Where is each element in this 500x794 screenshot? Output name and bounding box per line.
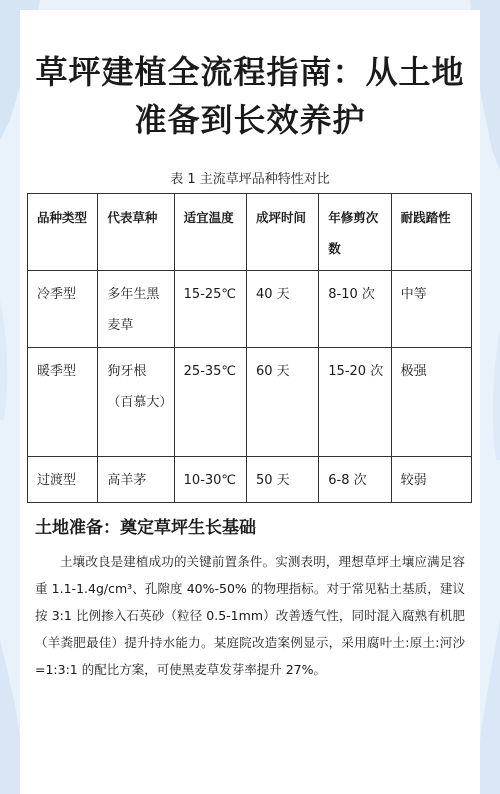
section-heading: 土地准备：奠定草坪生长基础 xyxy=(35,518,256,538)
page-title-line-1: 草坪建植全流程指南：从土地 xyxy=(35,53,465,91)
table-cell: 60 天 xyxy=(246,348,318,457)
table-cell: 15-20 次 xyxy=(319,348,391,457)
table-cell: 6-8 次 xyxy=(319,457,391,503)
table-cell: 中等 xyxy=(391,271,471,348)
page-title-line-2: 准备到长效养护 xyxy=(134,101,366,139)
table-cell: 高羊茅 xyxy=(98,457,174,503)
table-cell: 狗牙根（百慕大） xyxy=(98,348,174,457)
table-cell: 暖季型 xyxy=(28,348,98,457)
table-cell: 25-35℃ xyxy=(174,348,246,457)
comparison-table xyxy=(27,193,472,503)
table-cell: 过渡型 xyxy=(28,457,98,503)
table-row xyxy=(28,457,472,503)
table-header-cell: 年修剪次数 xyxy=(319,194,391,271)
table-cell: 40 天 xyxy=(246,271,318,348)
section-paragraph: 土壤改良是建植成功的关键前置条件。实测表明，理想草坪土壤应满足容重 1.1-1.4g/cm³、孔隙度 40%-50% 的物理指标。对于常见粘土基质，建议按 3:1 比例掺入石英砂（粒径 0.5-1mm）改善透气性，同时混入腐熟有机肥（羊粪肥最佳）提升持水能力。某庭院改造案例显示，采用腐叶土:原土:河沙=1:3:1 的配比方案，可使黑麦草发芽率提升 27%。 xyxy=(35,554,465,677)
table-header-cell: 耐践踏性 xyxy=(391,194,471,271)
table-caption: 表 1 主流草坪品种特性对比 xyxy=(170,172,330,187)
page-title xyxy=(20,48,480,144)
table-cell: 多年生黑麦草 xyxy=(98,271,174,348)
table-cell: 较弱 xyxy=(391,457,471,503)
document-page xyxy=(20,10,480,794)
table-header-cell: 适宜温度 xyxy=(174,194,246,271)
table-cell: 8-10 次 xyxy=(319,271,391,348)
table-header-row xyxy=(28,194,472,271)
table-header-cell: 品种类型 xyxy=(28,194,98,271)
table-header-cell: 成坪时间 xyxy=(246,194,318,271)
table-row xyxy=(28,348,472,457)
table-cell: 冷季型 xyxy=(28,271,98,348)
table-cell: 极强 xyxy=(391,348,471,457)
table-cell: 10-30℃ xyxy=(174,457,246,503)
table-row xyxy=(28,271,472,348)
table-cell: 15-25℃ xyxy=(174,271,246,348)
table-header-cell: 代表草种 xyxy=(98,194,174,271)
table-cell: 50 天 xyxy=(246,457,318,503)
